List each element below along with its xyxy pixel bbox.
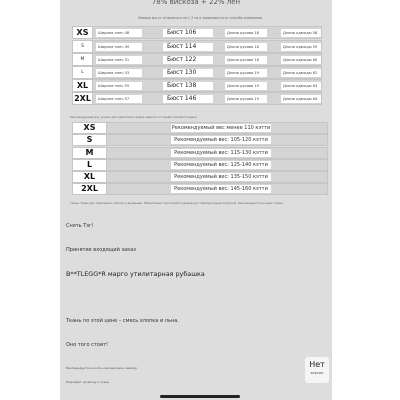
length-cell: Длина одежды 64: [281, 95, 321, 103]
size-row: [72, 53, 322, 66]
weight-row: [72, 122, 328, 134]
size-row: [72, 26, 322, 39]
chat-message-5: Оно того стоит!: [66, 342, 108, 348]
size-table-caption: Замеры могут отличаться на 1-3 см в зависимости от способа измерения: [138, 16, 263, 20]
chat-message-1: Снять Тэг!: [66, 223, 94, 229]
shoulder-cell: Ширина плеч 49: [96, 43, 142, 51]
weight-row: [72, 134, 328, 146]
reply-bubble-title: Нет: [309, 360, 325, 369]
product-image-page: [60, 0, 332, 400]
weight-cell: Рекомендуемый вес менее 110 кэтти: [171, 125, 271, 131]
weight-size-label: XL: [73, 172, 107, 182]
chat-message-6: Рекомендуется носить как верхнюю одежду: [66, 366, 138, 370]
bust-cell: Бюст 106: [163, 29, 213, 37]
fabric-note: Ткань: Ткань без подкладки, мягкая и дышащая. Обязательно прочитайте размерную таблицу перед покупкой. Рекомендуется ручная стирка: [70, 201, 283, 205]
bust-cell: Бюст 138: [163, 82, 213, 90]
size-label: L: [73, 67, 93, 78]
length-cell: Длина одежды 60: [281, 56, 321, 64]
weight-size-label: 2XL: [73, 184, 107, 194]
sleeve-cell: Длина рукава 19: [225, 82, 267, 90]
chat-message-4: Ткань по этой цене – смесь хлопка и льна.: [66, 318, 179, 324]
bust-cell: Бюст 114: [163, 43, 213, 51]
shoulder-cell: Ширина плеч 53: [96, 69, 142, 77]
weight-size-label: S: [73, 135, 107, 145]
sleeve-cell: Длина рукава 19: [225, 95, 267, 103]
weight-table-caption: Рекомендуемый вес указан для ориентира, выбор зависит от предпочтений посадки: [70, 115, 197, 119]
length-cell: Длина одежды 59: [281, 43, 321, 51]
fabric-label: 78% вискоза + 22% лен: [151, 0, 241, 6]
shoulder-cell: Ширина плеч 48: [96, 29, 142, 37]
reply-bubble[interactable]: [305, 357, 329, 383]
weight-row: [72, 183, 328, 195]
length-cell: Длина одежды 62: [281, 69, 321, 77]
weight-size-label: L: [73, 160, 107, 170]
shoulder-cell: Ширина плеч 51: [96, 56, 142, 64]
chat-message-2: Принятие входящий заказ: [66, 247, 136, 253]
length-cell: Длина одежды 58: [281, 29, 321, 37]
chat-message-3: B**TLEGG*R марго утилитарная рубашка: [66, 270, 205, 278]
size-label: XS: [73, 27, 93, 38]
weight-row: [72, 171, 328, 183]
home-indicator[interactable]: [160, 395, 240, 398]
weight-cell: Рекомендуемый вес: 135-150 кэтти: [171, 173, 271, 181]
weight-cell: Рекомендуемый вес: 125-140 кэтти: [171, 161, 271, 169]
weight-row: [72, 147, 328, 159]
reply-bubble-subtitle: версии: [310, 371, 324, 375]
size-row: [72, 66, 322, 79]
size-row: [72, 40, 322, 53]
length-cell: Длина одежды 63: [281, 82, 321, 90]
weight-cell: Рекомендуемый вес: 145-160 кэтти: [171, 185, 271, 193]
weight-row: [72, 159, 328, 171]
weight-size-label: M: [73, 148, 107, 158]
sleeve-cell: Длина рукава 18: [225, 29, 267, 37]
weight-cell: Рекомендуемый вес: 115-130 кэтти: [171, 149, 271, 157]
shoulder-cell: Ширина плеч 55: [96, 82, 142, 90]
size-row: [72, 92, 322, 105]
size-row: [72, 79, 322, 92]
shoulder-cell: Ширина плеч 57: [96, 95, 142, 103]
sleeve-cell: Длина рукава 18: [225, 56, 267, 64]
size-label: M: [73, 54, 93, 65]
sleeve-cell: Длина рукава 18: [225, 43, 267, 51]
weight-cell: Рекомендуемый вес: 105-120 кэтти: [171, 136, 271, 144]
weight-size-label: XS: [73, 123, 107, 133]
bust-cell: Бюст 122: [163, 56, 213, 64]
size-label: XL: [73, 80, 93, 91]
size-label: S: [73, 41, 93, 52]
sleeve-cell: Длина рукава 19: [225, 69, 267, 77]
bust-cell: Бюст 146: [163, 95, 213, 103]
size-label: 2XL: [73, 93, 93, 104]
chat-message-7: Подойдет на весну и осень: [66, 380, 110, 384]
bust-cell: Бюст 130: [163, 69, 213, 77]
